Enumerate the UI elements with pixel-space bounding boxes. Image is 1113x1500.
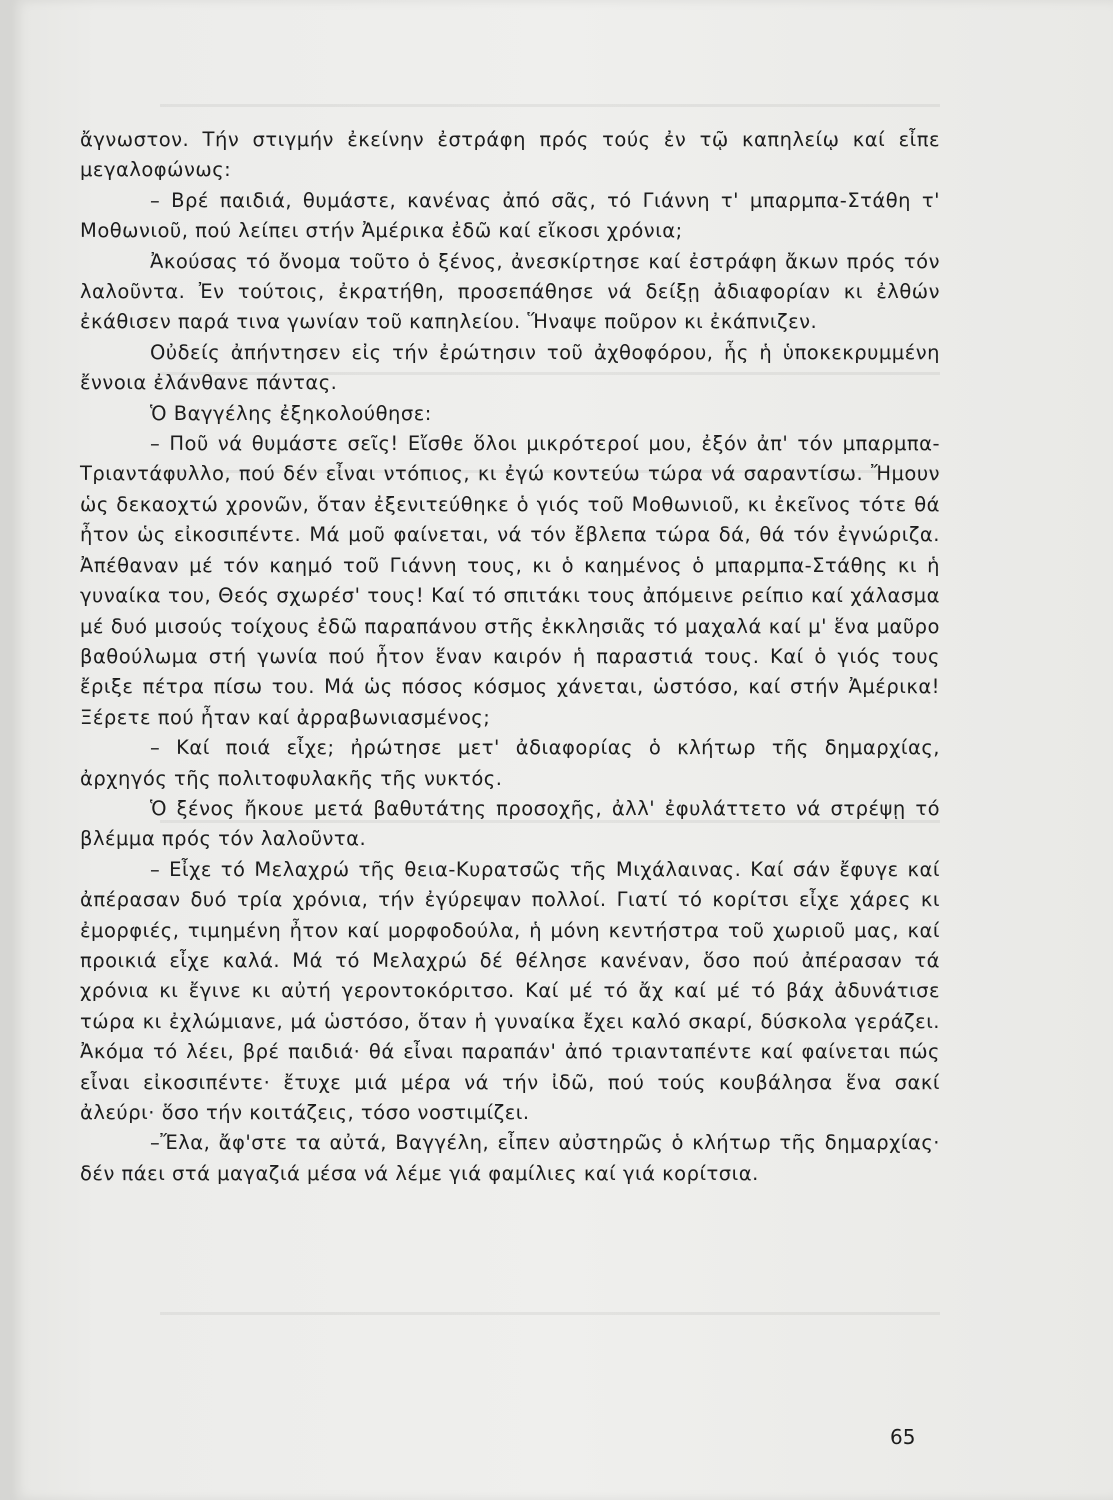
- book-page: [10, 0, 1113, 1500]
- paragraph: Οὐδείς ἀπήντησεν εἰς τήν ἐρώτησιν τοῦ ἀχθοφόρου, ἧς ἡ ὑποκεκρυμμένη ἔννοια ἐλάνθανε πάντας.: [80, 340, 940, 395]
- show-through-line: [160, 1312, 940, 1315]
- paragraph: ἄγνωστον. Τήν στιγμήν ἐκείνην ἐστράφη πρός τούς ἐν τῷ καπηλείῳ καί εἶπε μεγαλοφώνως:: [80, 128, 940, 182]
- paragraph: Ὁ Βαγγέλης ἐξηκολούθησε:: [150, 401, 432, 425]
- body-text: [80, 125, 940, 1189]
- paragraph: – Ποῦ νά θυμάστε σεῖς! Εἴσθε ὅλοι μικρότεροί μου, ἐξόν ἀπ' τόν μπαρμπα-Τριαντάφυλλο, πού δέν εἶναι ντόπιος, κι ἐγώ κοντεύω τώρα νά σαραντίσω. Ἤμουν ὡς δεκαοχτώ χρονῶν, ὅταν ἐξενιτεύθηκε ὁ γιός τοῦ Μοθωνιοῦ, κι ἐκεῖνος τότε θά ἦτον ὡς εἰκοσιπέντε. Μά μοῦ φαίνεται, νά τόν ἔβλεπα τώρα δά, θά τόν ἐγνώριζα. Ἀπέθαναν μέ τόν καημό τοῦ Γιάννη τους, κι ὁ καημένος ὁ μπαρμπα-Στάθης κι ἡ γυναίκα του, Θεός σχωρέσ' τους! Καί τό σπιτάκι τους ἀπόμεινε ρείπιο καί χάλασμα μέ δυό μισούς τοίχους ἐδῶ παραπάνου στῆς ἐκκλησιᾶς τό μαχαλά καί μ' ἕνα μαῦρο βαθούλωμα στή γωνία πού ἦτον ἕναν καιρόν ἡ παραστιά τους. Καί ὁ γιός τους ἔριξε πέτρα πίσω του. Μά ὡς πόσος κόσμος χάνεται, ὡστόσο, καί στήν Ἀμέρικα! Ξέρετε πού ἦταν καί ἀρραβωνιασμένος;: [80, 432, 940, 729]
- paragraph: – Καί ποιά εἶχε; ἠρώτησε μετ' ἀδιαφορίας ὁ κλήτωρ τῆς δημαρχίας, ἀρχηγός τῆς πολιτοφυλακῆς τῆς νυκτός.: [80, 736, 940, 790]
- paragraph: – Βρέ παιδιά, θυμάστε, κανένας ἀπό σᾶς, τό Γιάννη τ' μπαρμπα-Στάθη τ' Μοθωνιοῦ, πού λείπει στήν Ἀμέρικα ἐδῶ καί εἴκοσι χρόνια;: [80, 188, 940, 243]
- page-number: 65: [890, 1425, 916, 1449]
- paragraph: –Ἔλα, ἄφ'στε τα αὐτά, Βαγγέλη, εἶπεν αὐστηρῶς ὁ κλήτωρ τῆς δημαρχίας· δέν πάει στά μαγαζιά μέσα νά λέμε γιά φαμίλιες καί γιά κορίτσια.: [80, 1131, 940, 1185]
- show-through-line: [160, 104, 940, 107]
- paragraph: Ἀκούσας τό ὄνομα τοῦτο ὁ ξένος, ἀνεσκίρτησε καί ἐστράφη ἄκων πρός τόν λαλοῦντα. Ἐν τούτοις, ἐκρατήθη, προσεπάθησε νά δείξῃ ἀδιαφορίαν κι ἐλθών ἐκάθισεν παρά τινα γωνίαν τοῦ καπηλείου. Ἥναψε ποῦρον κι ἐκάπνιζεν.: [80, 249, 940, 334]
- paragraph: Ὁ ξένος ἤκουε μετά βαθυτάτης προσοχῆς, ἀλλ' ἐφυλάττετο νά στρέψῃ τό βλέμμα πρός τόν λαλοῦντα.: [80, 796, 940, 851]
- paragraph: – Εἶχε τό Μελαχρώ τῆς θεια-Κυρατσῶς τῆς Μιχάλαινας. Καί σάν ἔφυγε καί ἀπέρασαν δυό τρία χρόνια, τήν ἐγύρεψαν πολλοί. Γιατί τό κορίτσι εἶχε χάρες κι ἐμορφιές, τιμημένη ἦτον καί μορφοδούλα, ἡ μόνη κεντήστρα τοῦ χωριοῦ μας, καί προικιά εἶχε καλά. Μά τό Μελαχρώ δέ θέλησε κανέναν, ὅσο πού ἀπέρασαν τά χρόνια κι ἔγινε κι αὐτή γεροντοκόριτσο. Καί μέ τό ἄχ καί μέ τό βάχ ἀδυνάτισε τώρα κι ἐχλώμιανε, μά ὡστόσο, ὅταν ἡ γυναίκα ἔχει καλό σκαρί, δύσκολα γεράζει. Ἀκόμα τό λέει, βρέ παιδιά· θά εἶναι παραπάν' ἀπό τριανταπέντε καί φαίνεται πώς εἶναι εἰκοσιπέντε· ἔτυχε μιά μέρα νά τήν ἰδῶ, πού τούς κουβάλησα ἕνα σακί ἀλεύρι· ὅσο τήν κοιτάζεις, τόσο νοστιμίζει.: [80, 857, 940, 1124]
